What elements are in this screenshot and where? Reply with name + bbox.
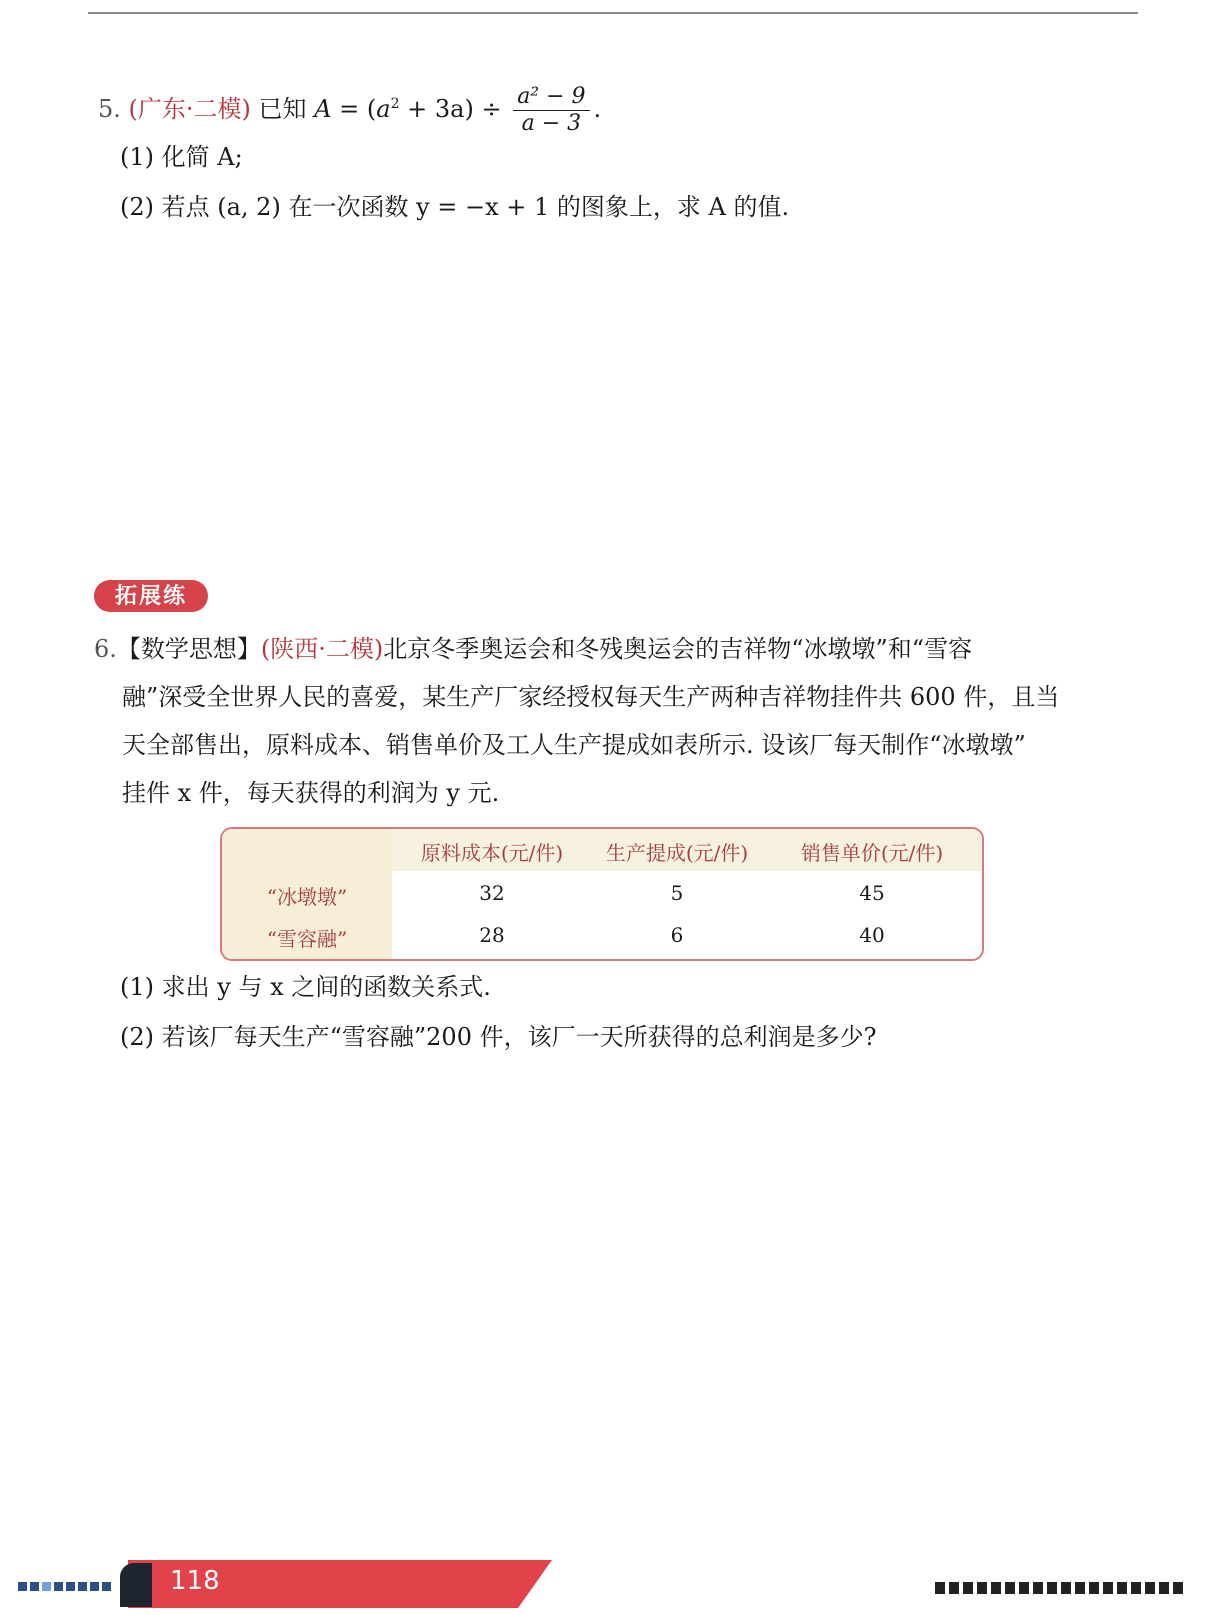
q6-line1 [94, 625, 1114, 673]
q6-part1: (1) 求出 y 与 x 之间的函数关系式. [120, 973, 491, 1001]
q5-lhs: A [314, 95, 332, 123]
q5-sq: 2 [390, 96, 400, 112]
q5-a: a [376, 95, 391, 123]
q5-part1: (1) 化简 A; [120, 143, 243, 171]
q5-eq: = ( [331, 95, 377, 123]
footer-decoration-right [935, 1582, 1185, 1594]
train-icon [120, 1563, 152, 1607]
q6-line3: 天全部售出，原料成本、销售单价及工人生产提成如表所示. 设该厂每天制作“冰墩墩” [122, 731, 1026, 759]
q5-source: (广东·二模) [128, 95, 251, 123]
q5-stem [98, 84, 601, 137]
table-header-cost: 原料成本(元/件) [420, 841, 564, 865]
q5-frac-den: a − 3 [521, 111, 582, 136]
table-row-label: “雪容融” [266, 927, 348, 951]
footer-decoration-left [18, 1576, 114, 1588]
table-header-price: 销售单价(元/件) [800, 841, 944, 865]
table-row-label: “冰墩墩” [266, 885, 348, 909]
q5-stem-prefix: 已知 [258, 95, 307, 123]
table-cell: 28 [479, 923, 505, 947]
table-cell: 45 [859, 881, 885, 905]
q6-line1-text: 北京冬季奥运会和冬残奥运会的吉祥物“冰墩墩”和“雪容 [383, 635, 973, 663]
q6-tag: 【数学思想】 [116, 635, 261, 663]
q6-number: 6. [94, 635, 117, 663]
page-number: 118 [170, 1566, 220, 1596]
top-rule [88, 12, 1138, 14]
section-badge: 拓展练 [94, 580, 208, 612]
q5-part2: (2) 若点 (a, 2) 在一次函数 y = −x + 1 的图象上，求 A 的值. [120, 193, 790, 221]
q6-stem [94, 625, 1114, 817]
q5-plus: + 3a) ÷ [399, 95, 510, 123]
q6-line4: 挂件 x 件，每天获得的利润为 y 元. [122, 779, 500, 807]
q6-table [220, 827, 984, 961]
q5-end: . [593, 95, 602, 123]
table-cell: 40 [859, 923, 885, 947]
table-header-commission: 生产提成(元/件) [605, 841, 749, 865]
q5-fraction [513, 84, 589, 137]
q5-frac-num: a² − 9 [513, 84, 589, 111]
q5-number: 5. [98, 95, 121, 123]
q6-line2: 融”深受全世界人民的喜爱，某生产厂家经授权每天生产两种吉祥物挂件共 600 件，且当 [122, 683, 1060, 711]
table-cell: 32 [479, 881, 505, 905]
q6-part2: (2) 若该厂每天生产“雪容融”200 件，该厂一天所获得的总利润是多少? [120, 1023, 877, 1051]
q6-source: (陕西·二模) [260, 635, 384, 663]
table-cell: 6 [670, 923, 684, 947]
table-cell: 5 [670, 881, 684, 905]
